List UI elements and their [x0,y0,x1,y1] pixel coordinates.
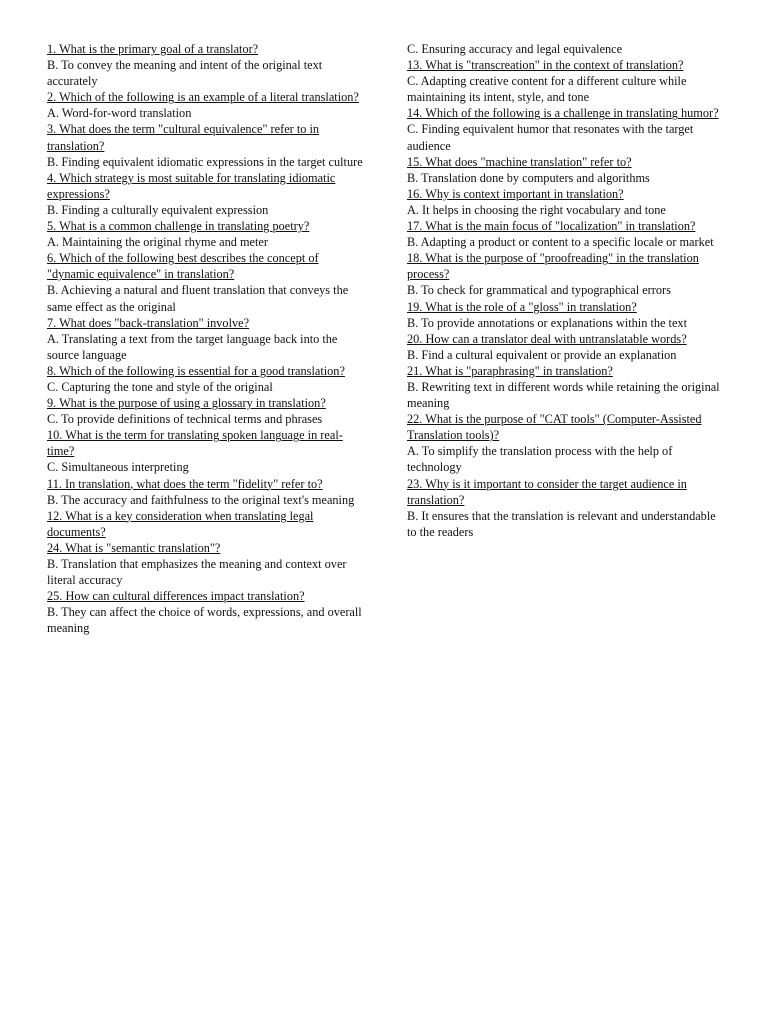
answer-23: B. It ensures that the translation is relevant and understandable to the readers [407,508,716,539]
answer-20: B. Find a cultural equivalent or provide an explanation [407,347,677,362]
answer-7: A. Translating a text from the target language back into the source language [47,331,338,362]
answer-21: B. Rewriting text in different words while retaining the original meaning [407,379,720,411]
answer-5: A. Maintaining the original rhyme and meter [47,235,268,250]
question-24: 24. What is "semantic translation"? [47,540,221,555]
qa-item-2 [47,89,365,121]
qa-item-11 [47,476,365,508]
qa-item-25 [47,588,365,636]
qa-item-22 [407,411,725,475]
question-13: 13. What is "transcreation" in the context of translation? [407,58,684,73]
qa-item-19 [407,299,725,331]
question-2: 2. Which of the following is an example of a literal translation? [47,90,359,105]
question-12: 12. What is a key consideration when translating legal documents? [47,508,314,539]
qa-item-6 [47,250,365,314]
question-19: 19. What is the role of a "gloss" in translation? [407,299,637,314]
answer-2: A. Word-for-word translation [47,106,192,121]
qa-item-24 [47,540,365,588]
question-1: 1. What is the primary goal of a translator? [47,42,259,56]
qa-item-13 [407,57,725,105]
left-column [47,41,365,636]
question-6: 6. Which of the following best describes the concept of "dynamic equivalence" in translation? [47,251,319,282]
question-14: 14. Which of the following is a challenge in translating humor? [407,106,719,121]
answer-17: B. Adapting a product or content to a specific locale or market [407,235,714,250]
question-20: 20. How can a translator deal with untranslatable words? [407,331,687,346]
right-column [407,41,725,540]
question-10: 10. What is the term for translating spoken language in real-time? [47,428,343,459]
qa-item-1 [47,41,365,89]
question-9: 9. What is the purpose of using a glossary in translation? [47,396,326,411]
answer-6: B. Achieving a natural and fluent translation that conveys the same effect as the original [47,283,349,314]
question-8: 8. Which of the following is essential for a good translation? [47,363,345,378]
question-18: 18. What is the purpose of "proofreading" in the translation process? [407,251,699,282]
qa-item-12-continued [407,41,725,57]
qa-item-9 [47,395,365,427]
question-17: 17. What is the main focus of "localization" in translation? [407,219,696,234]
qa-item-4 [47,170,365,218]
answer-10: C. Simultaneous interpreting [47,460,189,475]
question-7: 7. What does "back-translation" involve? [47,315,250,330]
qa-item-10 [47,427,365,475]
qa-item-21 [407,363,725,411]
question-3: 3. What does the term "cultural equivalence" refer to in translation? [47,122,320,153]
qa-item-23 [407,476,725,540]
qa-item-12 [47,508,365,540]
qa-item-18 [407,250,725,298]
question-21: 21. What is "paraphrasing" in translation? [407,363,613,378]
answer-14: C. Finding equivalent humor that resonates with the target audience [407,122,694,153]
question-23: 23. Why is it important to consider the target audience in translation? [407,476,687,507]
qa-item-8 [47,363,365,395]
answer-12: C. Ensuring accuracy and legal equivalence [407,42,623,56]
qa-item-3 [47,121,365,169]
qa-item-17 [407,218,725,250]
answer-13: C. Adapting creative content for a different culture while maintaining its intent, style, and tone [407,74,687,105]
qa-item-16 [407,186,725,218]
question-15: 15. What does "machine translation" refer to? [407,154,632,169]
answer-1: B. To convey the meaning and intent of the original text accurately [47,58,323,89]
answer-22: A. To simplify the translation process with the help of technology [407,444,673,475]
answer-9: C. To provide definitions of technical terms and phrases [47,412,323,427]
answer-16: A. It helps in choosing the right vocabulary and tone [407,202,666,217]
answer-25: B. They can affect the choice of words, expressions, and overall meaning [47,605,362,636]
question-25: 25. How can cultural differences impact translation? [47,589,305,604]
answer-3: B. Finding equivalent idiomatic expressions in the target culture [47,154,363,169]
question-22: 22. What is the purpose of "CAT tools" (Computer-Assisted Translation tools)? [407,412,702,443]
qa-item-14 [407,105,725,153]
question-11: 11. In translation, what does the term "fidelity" refer to? [47,476,323,491]
answer-4: B. Finding a culturally equivalent expression [47,202,269,217]
qa-item-5 [47,218,365,250]
question-5: 5. What is a common challenge in translating poetry? [47,219,310,234]
question-16: 16. Why is context important in translation? [407,186,624,201]
answer-19: B. To provide annotations or explanations within the text [407,315,687,330]
answer-18: B. To check for grammatical and typographical errors [407,283,671,298]
answer-11: B. The accuracy and faithfulness to the original text's meaning [47,492,355,507]
answer-8: C. Capturing the tone and style of the original [47,379,273,394]
answer-24: B. Translation that emphasizes the meaning and context over literal accuracy [47,557,347,588]
qa-item-15 [407,154,725,186]
answer-15: B. Translation done by computers and algorithms [407,170,650,185]
qa-item-20 [407,331,725,363]
qa-item-7 [47,315,365,363]
question-4: 4. Which strategy is most suitable for translating idiomatic expressions? [47,170,336,201]
